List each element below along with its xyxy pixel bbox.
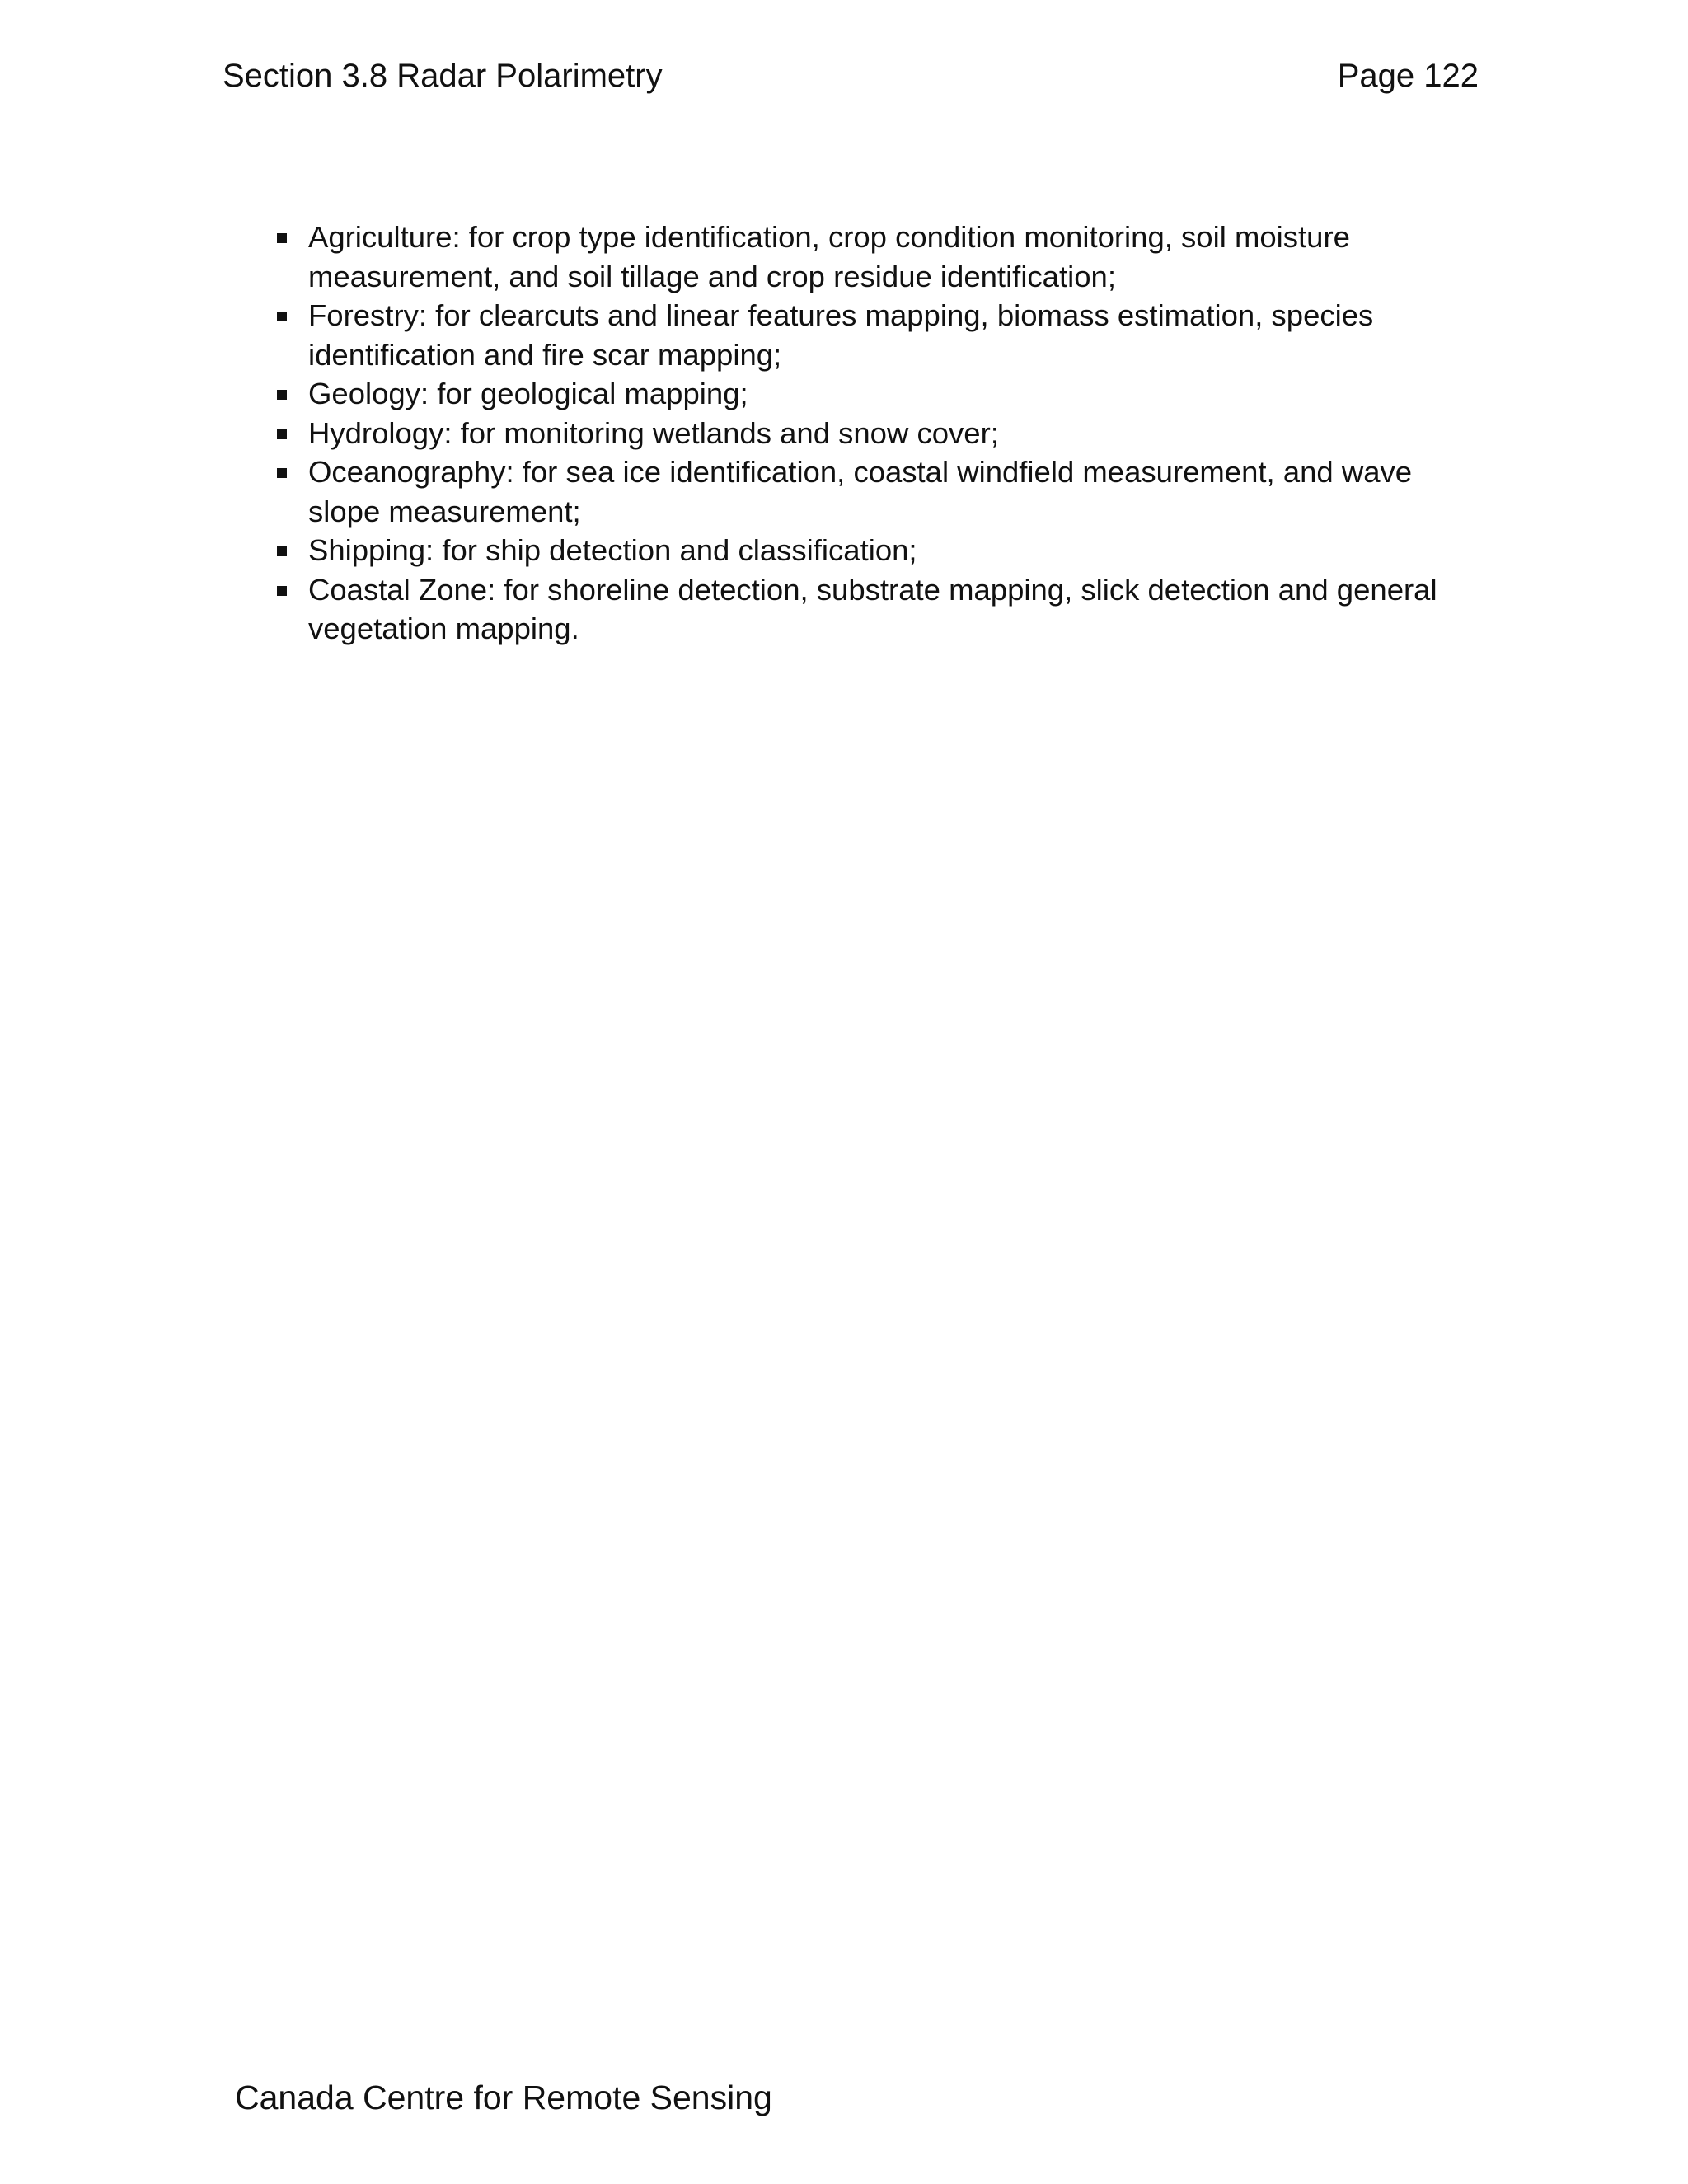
- square-bullet-icon: [277, 429, 287, 439]
- list-item: [275, 296, 1487, 374]
- list-item-text: Geology: for geological mapping;: [308, 377, 748, 410]
- list-item: [275, 531, 1487, 570]
- applications-list: [275, 218, 1487, 649]
- square-bullet-icon: [277, 233, 287, 243]
- footer-organization: Canada Centre for Remote Sensing: [235, 2079, 772, 2116]
- square-bullet-icon: [277, 546, 287, 556]
- list-item: [275, 452, 1487, 531]
- square-bullet-icon: [277, 390, 287, 400]
- list-item: [275, 414, 1487, 453]
- square-bullet-icon: [277, 468, 287, 478]
- list-item-text: Agriculture: for crop type identification, crop condition monitoring, soil moisture measurement, and soil tillage and crop residue identification;: [308, 220, 1350, 293]
- list-item: [275, 218, 1487, 296]
- list-item-text: Oceanography: for sea ice identification, coastal windfield measurement, and wave slope measurement;: [308, 455, 1413, 528]
- list-item: [275, 374, 1487, 414]
- list-item-text: Shipping: for ship detection and classification;: [308, 533, 917, 567]
- section-title: Section 3.8 Radar Polarimetry: [223, 58, 663, 94]
- square-bullet-icon: [277, 312, 287, 321]
- list-item-text: Forestry: for clearcuts and linear features mapping, biomass estimation, species identification and fire scar mapping;: [308, 298, 1374, 372]
- list-item-text: Coastal Zone: for shoreline detection, substrate mapping, slick detection and general vegetation mapping.: [308, 572, 1437, 645]
- list-item: [275, 570, 1487, 649]
- list-item-text: Hydrology: for monitoring wetlands and snow cover;: [308, 415, 999, 450]
- square-bullet-icon: [277, 586, 287, 596]
- page-number: Page 122: [1337, 58, 1479, 94]
